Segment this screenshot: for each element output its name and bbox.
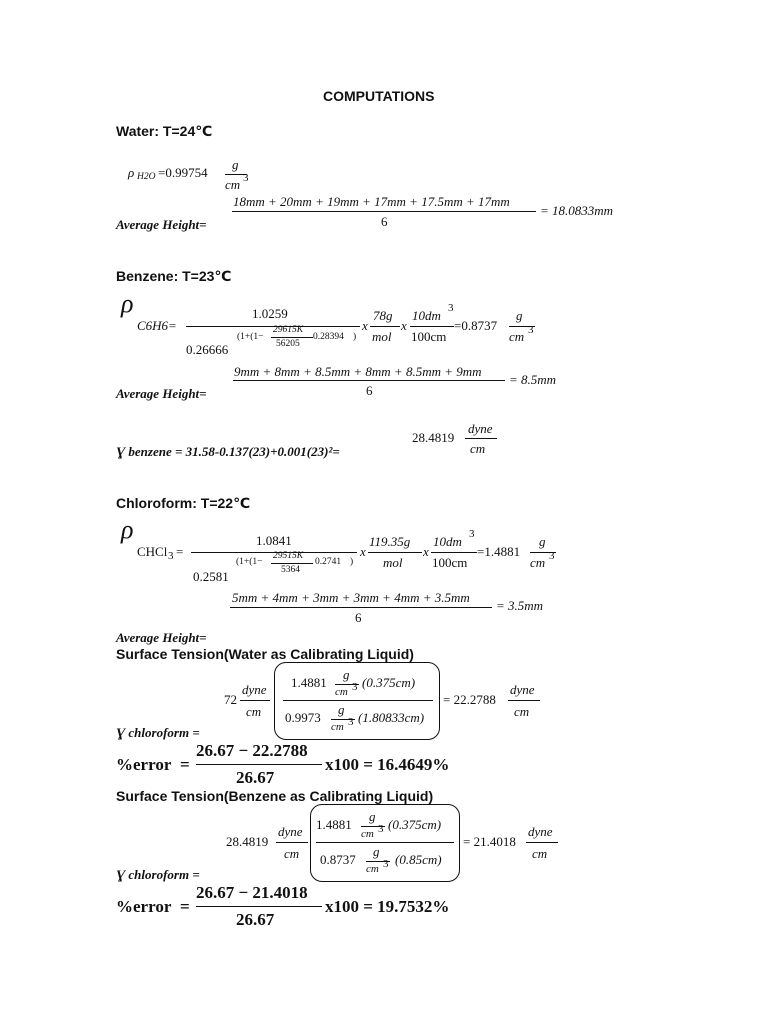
fraction-base: 0.2581	[193, 569, 229, 584]
lead-value: 28.4819	[226, 834, 269, 849]
density-value: =0.99754	[158, 165, 208, 180]
unit-numerator: g	[539, 534, 546, 549]
exponent-open: (1+(1−	[237, 332, 264, 342]
molar-mass-numerator: 78g	[373, 308, 393, 323]
times-2: x	[423, 544, 429, 559]
conversion-denominator: 100cm	[411, 329, 447, 344]
inner-numerator-g: g	[369, 809, 376, 824]
conversion-numerator: 10dm	[412, 308, 441, 323]
unit-denominator: cm	[509, 329, 525, 344]
error-result: x100 = 16.4649%	[325, 755, 450, 774]
avg-denominator: 6	[366, 383, 373, 398]
exponent-power: 0.28394	[313, 332, 344, 342]
times-1: x	[360, 544, 366, 559]
inner-numerator-value: 1.4881	[316, 817, 352, 832]
formula: CHCl	[137, 544, 168, 559]
rho-symbol: ρ	[121, 515, 134, 544]
unit-denominator: cm	[530, 555, 546, 570]
conversion-numerator: 10dm	[433, 534, 462, 549]
molar-mass-numerator: 119.35g	[369, 534, 411, 549]
gamma-unit-numerator: dyne	[468, 421, 493, 436]
inner-denominator-g: g	[338, 702, 345, 717]
parentheses	[274, 662, 440, 740]
st-water-heading: Surface Tension(Water as Calibrating Liquid)	[116, 646, 414, 662]
result-unit-numerator: dyne	[510, 682, 535, 697]
density-result: =1.4881	[477, 544, 521, 559]
inner-numerator-g: g	[343, 667, 350, 682]
inner-numerator-value: 1.4881	[291, 675, 327, 690]
gamma-label: Ɣ chloroform =	[116, 867, 200, 882]
fraction-numerator: 1.0841	[256, 533, 292, 548]
gamma-expression: Ɣ benzene = 31.58-0.137(23)+0.001(23)²=	[116, 444, 340, 459]
result-value: = 21.4018	[463, 834, 516, 849]
error-numerator: 26.67 − 21.4018	[196, 883, 308, 902]
error-label: %error	[116, 755, 172, 774]
inner-numerator-cm: cm	[361, 828, 374, 840]
molar-mass-denominator: mol	[383, 555, 403, 570]
lead-unit-numerator: dyne	[242, 682, 267, 697]
exponent-frac-numerator: 29615K	[273, 325, 304, 335]
fraction-base: 0.26666	[186, 342, 229, 357]
unit-numerator: g	[516, 308, 523, 323]
exponent-frac-denominator: 56205	[276, 339, 300, 349]
exponent: 3	[243, 172, 249, 184]
inner-denominator-height: (1.80833cm)	[358, 710, 425, 725]
inner-denominator-g: g	[373, 844, 380, 859]
avg-numerator: 9mm + 8mm + 8.5mm + 8mm + 8.5mm + 9mm	[234, 364, 482, 379]
result-unit-denominator: cm	[514, 704, 530, 719]
fraction-numerator: 1.0259	[252, 306, 288, 321]
chloroform-heading: Chloroform: T=22℃	[116, 495, 251, 511]
exponent-frac-denominator: 5364	[281, 565, 300, 575]
page-title: COMPUTATIONS	[323, 88, 435, 104]
lead-unit-numerator: dyne	[278, 824, 303, 839]
avg-numerator: 5mm + 4mm + 3mm + 3mm + 4mm + 3.5mm	[232, 590, 470, 605]
error-equals: =	[180, 755, 190, 774]
lead-unit-denominator: cm	[284, 846, 300, 861]
formula-subscript: 3	[168, 550, 174, 562]
exponent-close: )	[350, 557, 354, 567]
parentheses	[310, 804, 460, 882]
error-denominator: 26.67	[236, 768, 275, 787]
inner-denominator-height: (0.85cm)	[395, 852, 442, 867]
error-label: %error	[116, 897, 172, 916]
unit-numerator: g	[232, 157, 239, 172]
gamma-label: Ɣ chloroform =	[116, 725, 200, 740]
inner-denominator-value: 0.8737	[320, 852, 356, 867]
rho-symbol: ρ	[121, 289, 134, 318]
result-unit-numerator: dyne	[528, 824, 553, 839]
avg-label: Average Height=	[116, 630, 207, 645]
avg-denominator: 6	[355, 610, 362, 625]
exponent-close: )	[353, 332, 357, 342]
result-value: = 22.2788	[443, 692, 496, 707]
unit-denominator: cm	[225, 177, 241, 192]
inner-numerator-height: (0.375cm)	[388, 817, 442, 832]
avg-label: Average Height=	[116, 217, 207, 232]
inner-denominator-cm: cm	[366, 863, 379, 875]
exponent-power: 0.2741	[315, 557, 342, 567]
error-denominator: 26.67	[236, 910, 275, 929]
inner-numerator-height: (0.375cm)	[362, 675, 416, 690]
avg-numerator: 18mm + 20mm + 19mm + 17mm + 17.5mm + 17mm	[233, 194, 510, 209]
gamma-unit-denominator: cm	[470, 441, 486, 456]
density-result: =0.8737	[454, 318, 498, 333]
error-numerator: 26.67 − 22.2788	[196, 741, 308, 760]
times-2: x	[401, 318, 407, 333]
inner-numerator-cm: cm	[335, 686, 348, 698]
avg-denominator: 6	[381, 214, 388, 229]
error-equals: =	[180, 897, 190, 916]
formula-equals: =	[176, 544, 184, 559]
exponent-open: (1+(1−	[236, 557, 263, 567]
times-1: x	[362, 318, 368, 333]
gamma-value: 28.4819	[412, 430, 455, 445]
avg-result: = 8.5mm	[509, 372, 557, 387]
rho-subscript: H2O	[137, 172, 156, 182]
conversion-denominator: 100cm	[432, 555, 468, 570]
inner-denominator-cm: cm	[331, 721, 344, 733]
avg-label: Average Height=	[116, 386, 207, 401]
avg-result: = 3.5mm	[496, 598, 544, 613]
lead-value: 72	[224, 692, 237, 707]
benzene-heading: Benzene: T=23℃	[116, 268, 232, 284]
st-benzene-heading: Surface Tension(Benzene as Calibrating Liquid)	[116, 788, 434, 804]
water-heading: Water: T=24℃	[116, 123, 213, 139]
error-result: x100 = 19.7532%	[325, 897, 450, 916]
rho-symbol: ρ	[128, 165, 135, 180]
result-unit-denominator: cm	[532, 846, 548, 861]
exponent-frac-numerator: 29515K	[273, 551, 304, 561]
avg-result: = 18.0833mm	[540, 203, 614, 218]
molar-mass-denominator: mol	[372, 329, 392, 344]
inner-denominator-value: 0.9973	[285, 710, 321, 725]
formula: C6H6=	[137, 318, 177, 333]
lead-unit-denominator: cm	[246, 704, 262, 719]
